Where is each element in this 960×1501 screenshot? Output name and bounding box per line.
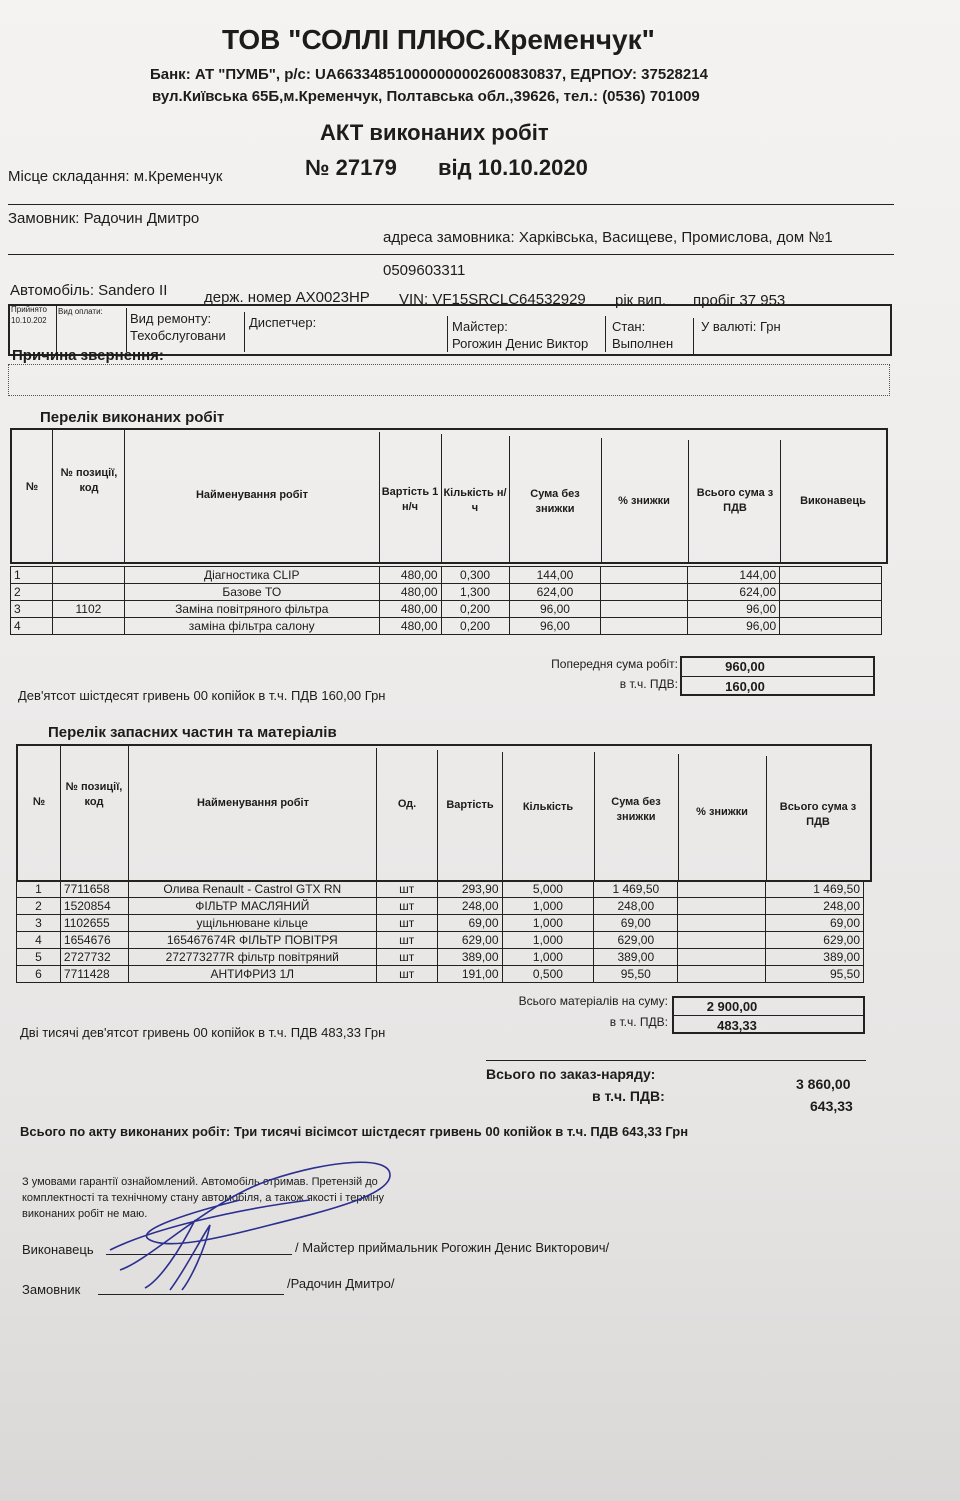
works-col-total: Всього сума з ПДВ bbox=[696, 487, 774, 514]
terms-line-3: виконаних робіт не маю. bbox=[22, 1208, 148, 1220]
row-code bbox=[52, 567, 124, 584]
row-number: 1 bbox=[17, 881, 61, 898]
row-number: 4 bbox=[11, 618, 53, 635]
works-subtotal-label: Попередня сума робіт: bbox=[551, 657, 678, 671]
row-price: 629,00 bbox=[437, 932, 502, 949]
dispatcher-label: Диспетчер: bbox=[249, 315, 317, 330]
master-label: Майстер: bbox=[452, 319, 508, 334]
row-unit: шт bbox=[376, 949, 437, 966]
works-vat-value: 160,00 bbox=[725, 679, 765, 694]
row-price: 69,00 bbox=[437, 915, 502, 932]
row-code: 1102 bbox=[52, 601, 124, 618]
row-number: 2 bbox=[11, 584, 53, 601]
row-unit: шт bbox=[376, 915, 437, 932]
row-sum: 95,50 bbox=[594, 966, 678, 983]
row-name: Базове ТО bbox=[124, 584, 379, 601]
row-name: Діагностика CLIP bbox=[124, 567, 379, 584]
row-price: 480,00 bbox=[379, 601, 441, 618]
totals-divider bbox=[486, 1060, 866, 1061]
customer-address: адреса замовника: Харківська, Васищеве, Промислова, дом №1 bbox=[383, 229, 833, 246]
row-code bbox=[52, 584, 124, 601]
payment-type-label: Вид оплати: bbox=[58, 307, 103, 316]
row-total: 248,00 bbox=[766, 898, 864, 915]
row-unit: шт bbox=[376, 881, 437, 898]
row-discount bbox=[601, 618, 688, 635]
row-total: 1 469,50 bbox=[766, 881, 864, 898]
row-total: 69,00 bbox=[766, 915, 864, 932]
accepted-date: 10.10.202 bbox=[11, 316, 47, 325]
act-title: АКТ виконаних робіт bbox=[320, 120, 549, 145]
row-name: ФІЛЬТР МАСЛЯНИЙ bbox=[128, 898, 376, 915]
executor-name: / Майстер приймальник Рогожин Денис Викторович/ bbox=[295, 1240, 610, 1255]
parts-col-sum: Сума без знижки bbox=[611, 796, 661, 823]
master-value: Рогожин Денис Виктор bbox=[452, 336, 589, 351]
row-name: Заміна повітряного фільтра bbox=[124, 601, 379, 618]
table-row bbox=[17, 949, 864, 966]
works-table bbox=[10, 566, 882, 635]
row-sum: 629,00 bbox=[594, 932, 678, 949]
row-total: 624,00 bbox=[688, 584, 780, 601]
row-qty: 0,300 bbox=[441, 567, 509, 584]
order-vat-label: в т.ч. ПДВ: bbox=[592, 1088, 665, 1104]
customer-phone: 0509603311 bbox=[383, 262, 466, 279]
parts-col-qty: Кількість bbox=[522, 801, 574, 813]
parts-subtotal-value: 2 900,00 bbox=[706, 999, 758, 1014]
divider bbox=[8, 204, 894, 205]
works-col-discount: % знижки bbox=[618, 495, 670, 507]
row-number: 5 bbox=[17, 949, 61, 966]
row-total: 96,00 bbox=[688, 618, 780, 635]
status-label: Стан: bbox=[612, 319, 646, 334]
row-discount bbox=[678, 932, 766, 949]
works-vat-label: в т.ч. ПДВ: bbox=[619, 677, 678, 691]
table-row bbox=[17, 966, 864, 983]
row-number: 3 bbox=[17, 915, 61, 932]
row-code: 2727732 bbox=[60, 949, 128, 966]
row-number: 4 bbox=[17, 932, 61, 949]
row-price: 248,00 bbox=[437, 898, 502, 915]
row-price: 480,00 bbox=[379, 618, 441, 635]
table-row bbox=[17, 915, 864, 932]
row-number: 6 bbox=[17, 966, 61, 983]
reason-label: Причина звернення: bbox=[12, 347, 164, 364]
act-number: № 27179 bbox=[305, 155, 397, 180]
divider bbox=[8, 254, 894, 255]
row-price: 293,90 bbox=[437, 881, 502, 898]
works-col-name: Найменування робіт bbox=[195, 489, 308, 501]
reason-field bbox=[8, 364, 890, 396]
parts-col-unit: Од. bbox=[397, 798, 417, 810]
company-address: вул.Київська 65Б,м.Кременчук, Полтавська обл.,39626, тел.: (0536) 701009 bbox=[152, 88, 700, 105]
row-qty: 1,000 bbox=[502, 915, 594, 932]
row-qty: 5,000 bbox=[502, 881, 594, 898]
parts-section-title: Перелік запасних частин та матеріалів bbox=[48, 724, 337, 741]
row-total: 144,00 bbox=[688, 567, 780, 584]
row-sum: 96,00 bbox=[509, 618, 601, 635]
row-name: АНТИФРИЗ 1Л bbox=[128, 966, 376, 983]
works-subtotal-value: 960,00 bbox=[725, 659, 765, 674]
act-total-words: Всього по акту виконаних робіт: Три тисячі вісімсот шістдесят гривень 00 копійок в т.ч. ПДВ 643,33 Грн bbox=[20, 1124, 689, 1139]
row-discount bbox=[601, 584, 688, 601]
terms-line-1: З умовами гарантії ознайомлений. Автомобіль отримав. Претензій до bbox=[22, 1176, 378, 1188]
row-number: 3 bbox=[11, 601, 53, 618]
works-col-sum: Сума без знижки bbox=[530, 488, 580, 515]
row-discount bbox=[678, 898, 766, 915]
works-col-hours: Кількість н/ч bbox=[443, 487, 507, 514]
row-sum: 624,00 bbox=[509, 584, 601, 601]
row-discount bbox=[678, 881, 766, 898]
row-unit: шт bbox=[376, 932, 437, 949]
row-qty: 0,500 bbox=[502, 966, 594, 983]
parts-col-price: Вартість bbox=[446, 799, 494, 811]
row-sum: 69,00 bbox=[594, 915, 678, 932]
order-total-value: 3 860,00 bbox=[796, 1076, 851, 1092]
customer-name: Замовник: Радочин Дмитро bbox=[8, 210, 200, 227]
table-row bbox=[17, 898, 864, 915]
row-price: 191,00 bbox=[437, 966, 502, 983]
works-col-number: № bbox=[25, 481, 39, 493]
row-sum: 144,00 bbox=[509, 567, 601, 584]
row-price: 480,00 bbox=[379, 584, 441, 601]
row-qty: 1,000 bbox=[502, 932, 594, 949]
row-discount bbox=[601, 567, 688, 584]
row-discount bbox=[601, 601, 688, 618]
car-plate: держ. номер АХ0023НР bbox=[204, 289, 370, 306]
row-qty: 1,300 bbox=[441, 584, 509, 601]
parts-col-number: № bbox=[32, 796, 46, 808]
parts-vat-value: 483,33 bbox=[717, 1018, 757, 1033]
works-total-words: Дев'ятсот шістдесят гривень 00 копійок в т.ч. ПДВ 160,00 Грн bbox=[18, 688, 386, 703]
parts-table bbox=[16, 880, 864, 983]
row-sum: 1 469,50 bbox=[594, 881, 678, 898]
row-name: 165467674R ФІЛЬТР ПОВІТРЯ bbox=[128, 932, 376, 949]
car-mileage: пробіг 37 953 bbox=[693, 292, 786, 309]
row-code: 7711658 bbox=[60, 881, 128, 898]
order-total-label: Всього по заказ-наряду: bbox=[486, 1066, 656, 1082]
table-row bbox=[17, 932, 864, 949]
parts-col-code: № позиції, код bbox=[65, 781, 123, 808]
works-col-price: Вартість 1 н/ч bbox=[381, 486, 439, 513]
customer-sign-name: /Радочин Дмитро/ bbox=[287, 1276, 395, 1291]
row-discount bbox=[678, 915, 766, 932]
terms-line-2: комплектності та технічному стану автомобіля, а також якості і терміну bbox=[22, 1192, 385, 1204]
customer-sign-label: Замовник bbox=[22, 1282, 81, 1297]
row-total: 96,00 bbox=[688, 601, 780, 618]
row-code: 1654676 bbox=[60, 932, 128, 949]
row-number: 2 bbox=[17, 898, 61, 915]
row-total: 629,00 bbox=[766, 932, 864, 949]
table-row bbox=[11, 601, 882, 618]
handwritten-signature bbox=[90, 1140, 430, 1300]
order-vat-value: 643,33 bbox=[810, 1098, 853, 1114]
car-year: рік вип. bbox=[615, 292, 667, 309]
table-row bbox=[11, 618, 882, 635]
works-col-executor: Виконавець bbox=[800, 495, 866, 507]
parts-col-discount: % знижки bbox=[696, 806, 748, 818]
act-date: від 10.10.2020 bbox=[438, 155, 588, 180]
repair-type-value: Техобслуговани bbox=[130, 328, 226, 343]
row-executor bbox=[780, 618, 882, 635]
car-vin: VIN: VF15SRCLC64532929 bbox=[399, 291, 586, 308]
row-executor bbox=[780, 567, 882, 584]
row-qty: 0,200 bbox=[441, 601, 509, 618]
row-unit: шт bbox=[376, 966, 437, 983]
row-qty: 1,000 bbox=[502, 898, 594, 915]
row-total: 389,00 bbox=[766, 949, 864, 966]
row-sum: 389,00 bbox=[594, 949, 678, 966]
row-code: 7711428 bbox=[60, 966, 128, 983]
row-sum: 96,00 bbox=[509, 601, 601, 618]
row-code: 1520854 bbox=[60, 898, 128, 915]
company-name: ТОВ "СОЛЛІ ПЛЮС.Кременчук" bbox=[222, 24, 655, 55]
parts-total-words: Дві тисячі дев'ятсот гривень 00 копійок в т.ч. ПДВ 483,33 Грн bbox=[20, 1025, 386, 1040]
row-name: ущільнюване кільце bbox=[128, 915, 376, 932]
works-col-code: № позиції, код bbox=[60, 467, 118, 494]
works-section-title: Перелік виконаних робіт bbox=[40, 409, 225, 426]
row-discount bbox=[678, 966, 766, 983]
row-qty: 0,200 bbox=[441, 618, 509, 635]
row-name: Олива Renault - Castrol GTX RN bbox=[128, 881, 376, 898]
row-code bbox=[52, 618, 124, 635]
row-discount bbox=[678, 949, 766, 966]
row-sum: 248,00 bbox=[594, 898, 678, 915]
row-qty: 1,000 bbox=[502, 949, 594, 966]
currency-label: У валюті: Грн bbox=[701, 319, 781, 334]
row-unit: шт bbox=[376, 898, 437, 915]
row-executor bbox=[780, 584, 882, 601]
row-code: 1102655 bbox=[60, 915, 128, 932]
executor-label: Виконавець bbox=[22, 1242, 94, 1257]
parts-col-total: Всього сума з ПДВ bbox=[779, 801, 857, 828]
table-row bbox=[11, 567, 882, 584]
bank-details: Банк: АТ "ПУМБ", р/с: UA663348510000000002600830837, ЕДРПОУ: 37528214 bbox=[150, 66, 708, 83]
car-model: Автомобіль: Sandero II bbox=[10, 282, 168, 299]
row-price: 389,00 bbox=[437, 949, 502, 966]
row-executor bbox=[780, 601, 882, 618]
row-name: заміна фільтра салону bbox=[124, 618, 379, 635]
place-of-issue: Місце складання: м.Кременчук bbox=[8, 168, 223, 185]
parts-col-name: Найменування робіт bbox=[196, 797, 309, 809]
table-row bbox=[11, 584, 882, 601]
parts-subtotal-label: Всього матеріалів на суму: bbox=[518, 994, 668, 1008]
row-number: 1 bbox=[11, 567, 53, 584]
row-price: 480,00 bbox=[379, 567, 441, 584]
accepted-label: Прийнято bbox=[11, 305, 47, 314]
table-row bbox=[17, 881, 864, 898]
repair-type-label: Вид ремонту: bbox=[130, 311, 212, 326]
parts-vat-label: в т.ч. ПДВ: bbox=[609, 1015, 668, 1029]
status-value: Выполнен bbox=[612, 336, 674, 351]
row-total: 95,50 bbox=[766, 966, 864, 983]
row-name: 272773277R фільтр повітряний bbox=[128, 949, 376, 966]
